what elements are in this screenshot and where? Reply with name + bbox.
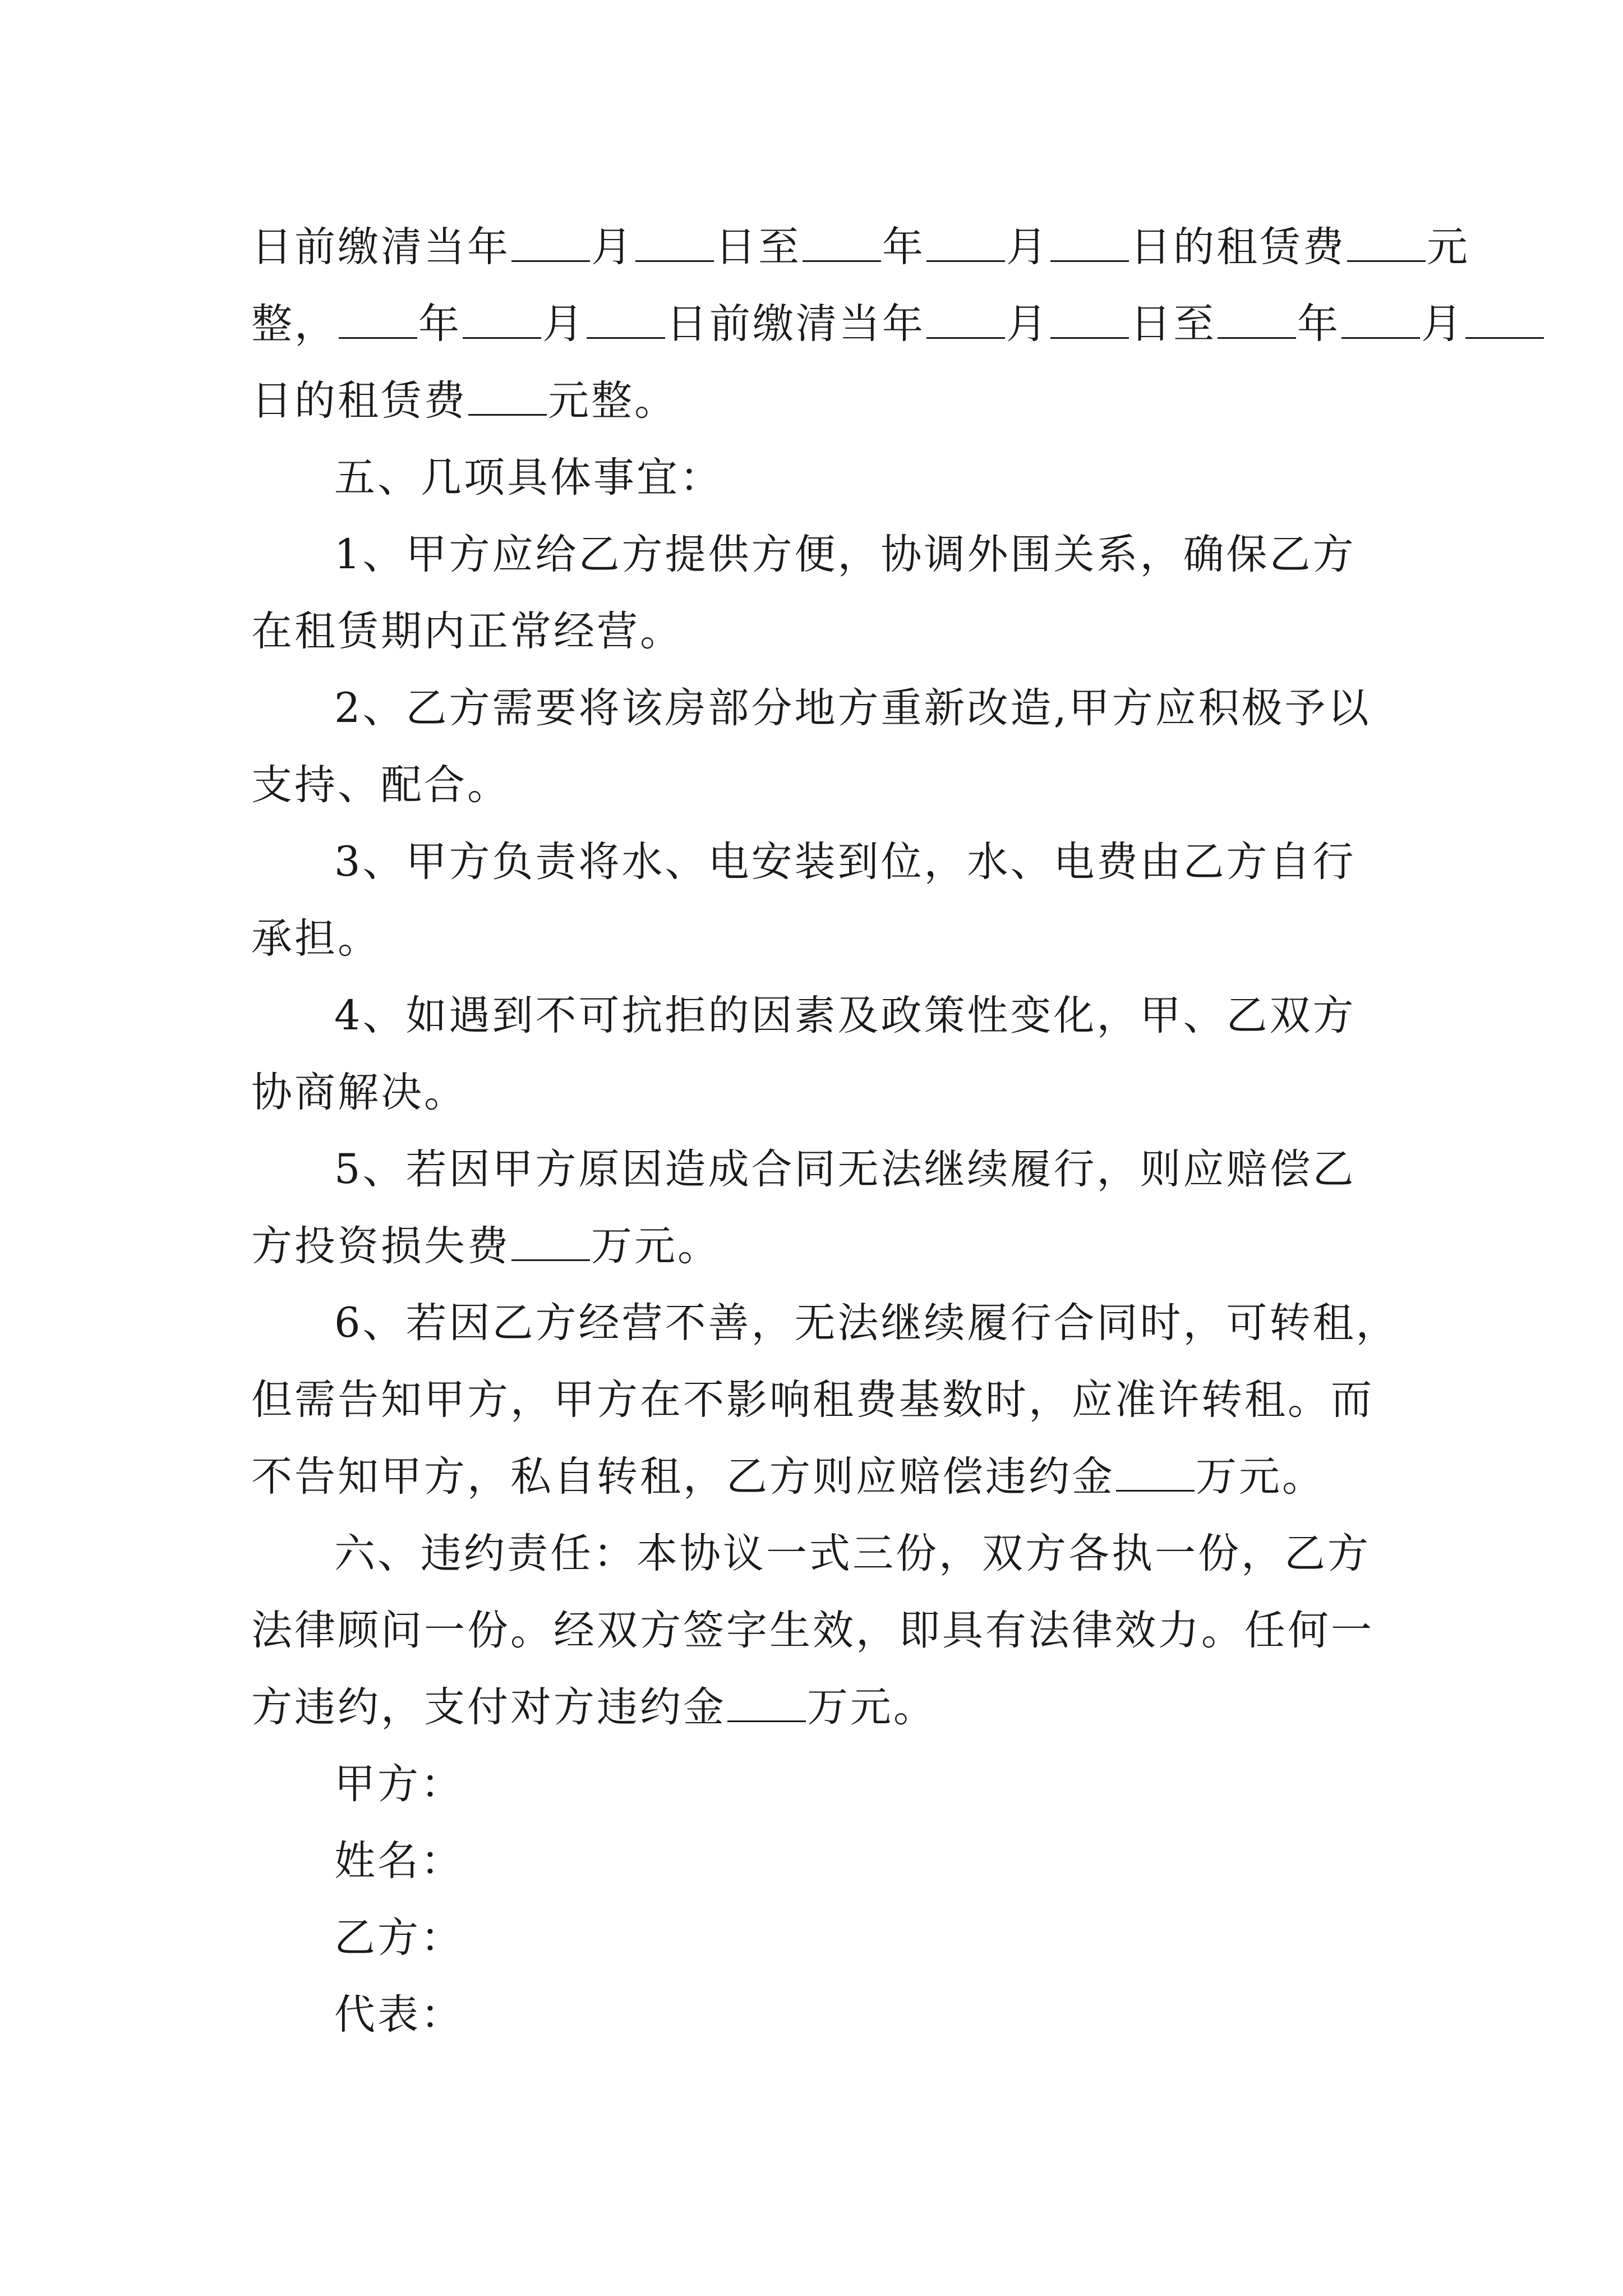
section-heading: 五、几项具体事宜： [334,454,723,501]
fill-blank [463,303,541,339]
fill-blank [511,227,590,262]
fill-blank [1341,303,1420,339]
text-line: 日前缴清当年 月 日至 年 月 日的租赁费 元 [251,223,1470,271]
fill-blank [468,380,547,416]
text-line: 但需告知甲方，甲方在不影响租费基数时，应准许转租。而 [251,1376,1374,1424]
fill-blank [1116,1456,1195,1492]
text-line: 在租赁期内正常经营。 [251,608,683,655]
text-line: 协商解决。 [251,1069,467,1116]
text-line: 不告知甲方，私自转租，乙方则应赔偿违约金 万元。 [251,1453,1325,1501]
contract-body [251,209,1470,2053]
text-line: 法律顾问一份。经双方签字生效，即具有法律效力。任何一 [251,1607,1374,1654]
clause-item: 3、甲方负责将水、电安装到位，水、电费由乙方自行 [334,838,1356,886]
clause-item: 6、若因乙方经营不善，无法继续履行合同时，可转租， [334,1299,1399,1347]
text-line: 支持、配合。 [251,761,510,809]
fill-blank [587,303,665,339]
fill-blank [727,1687,806,1722]
text-line: 整， 年 月 日前缴清当年 月 日至 年 月 [251,286,1378,362]
party-b-label: 乙方： [334,1914,464,1962]
section-heading: 六、违约责任：本协议一式三份，双方各执一份，乙方 [334,1530,1371,1577]
text-line: 方投资损失费 万元。 [251,1222,721,1270]
text-line: 日的租赁费 元整。 [251,377,677,425]
clause-item: 1、甲方应给乙方提供方便，协调外围关系，确保乙方 [334,531,1356,578]
fill-blank [926,227,1005,262]
text-line: 方违约，支付对方违约金 万元。 [251,1683,937,1731]
fill-blank [511,1226,590,1261]
party-a-label: 甲方： [334,1760,464,1808]
fill-blank [1465,303,1544,339]
representative-label: 代表： [334,1991,464,2039]
clause-item: 4、如遇到不可抗拒的因素及政策性变化，甲、乙双方 [334,992,1356,1039]
text-line: 承担。 [251,915,381,963]
fill-blank [803,227,881,262]
name-label: 姓名： [334,1837,464,1885]
clause-item: 2、乙方需要将该房部分地方重新改造,甲方应积极予以 [334,684,1371,732]
fill-blank [1218,303,1296,339]
fill-blank [926,303,1005,339]
clause-item: 5、若因甲方原因造成合同无法继续履行，则应赔偿乙 [334,1145,1356,1193]
fill-blank [339,303,417,339]
fill-blank [1050,303,1129,339]
fill-blank [635,227,714,262]
fill-blank [1347,227,1426,262]
fill-blank [1050,227,1129,262]
